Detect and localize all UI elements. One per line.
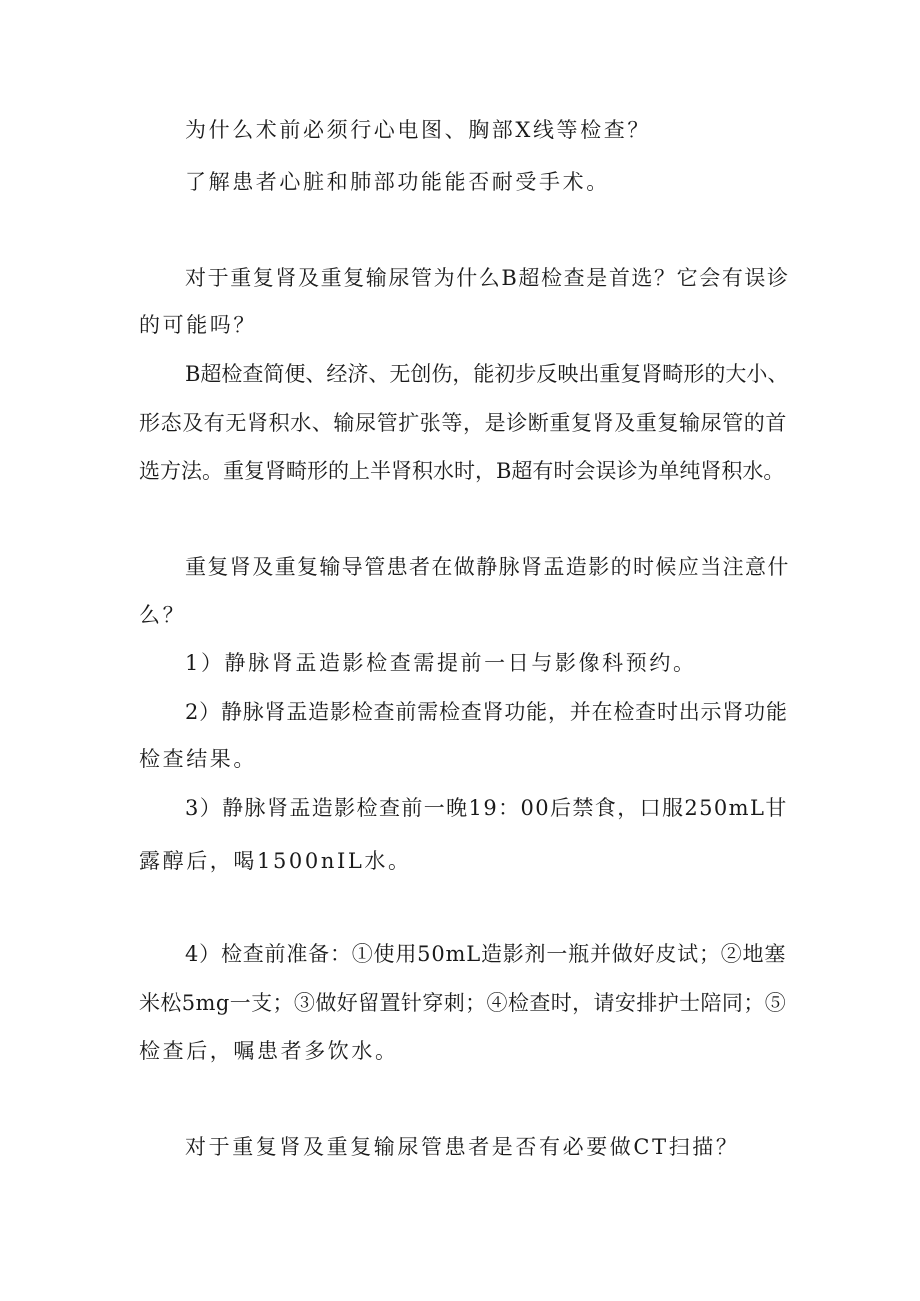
question-heading: 对于重复肾及重复输尿管为什么B超检查是首选？它会有误诊 (185, 266, 790, 290)
list-item-continued: 检查结果。 (139, 747, 257, 771)
question-heading-continued: 么？ (139, 603, 187, 627)
list-item: 4）检查前准备：①使用50mL造影剂一瓶并做好皮试；②地塞 (185, 942, 787, 966)
list-item-continued: 检查后，嘱患者多饮水。 (139, 1039, 399, 1063)
question-heading: 对于重复肾及重复输尿管患者是否有必要做CT扫描？ (185, 1135, 740, 1159)
list-item: 1）静脉肾盂造影检查需提前一日与影像科预约。 (185, 651, 697, 675)
list-item-continued: 露醇后，喝1500nIL水。 (139, 849, 412, 873)
list-item: 2）静脉肾盂造影检查前需检查肾功能，并在检查时出示肾功能 (185, 700, 788, 724)
question-heading: 重复肾及重复输导管患者在做静脉肾盂造影的时候应当注意什 (185, 555, 790, 579)
answer-paragraph-continued: 形态及有无肾积水、输尿管扩张等，是诊断重复肾及重复输尿管的首 (139, 411, 787, 435)
answer-paragraph: B超检查简便、经济、无创伤，能初步反映出重复肾畸形的大小、 (185, 362, 789, 386)
question-heading: 为什么术前必须行心电图、胸部X线等检查？ (185, 118, 651, 142)
question-heading-continued: 的可能吗？ (139, 313, 257, 337)
answer-paragraph-continued: 选方法。重复肾畸形的上半肾积水时，B超有时会误诊为单纯肾积水。 (139, 459, 785, 483)
answer-paragraph: 了解患者心脏和肺部功能能否耐受手术。 (185, 170, 610, 194)
list-item: 3）静脉肾盂造影检查前一晚19：00后禁食，口服250mL甘 (185, 796, 788, 820)
list-item-continued: 米松5mg一支；③做好留置针穿刺；④检查时，请安排护士陪同；⑤ (139, 991, 787, 1015)
